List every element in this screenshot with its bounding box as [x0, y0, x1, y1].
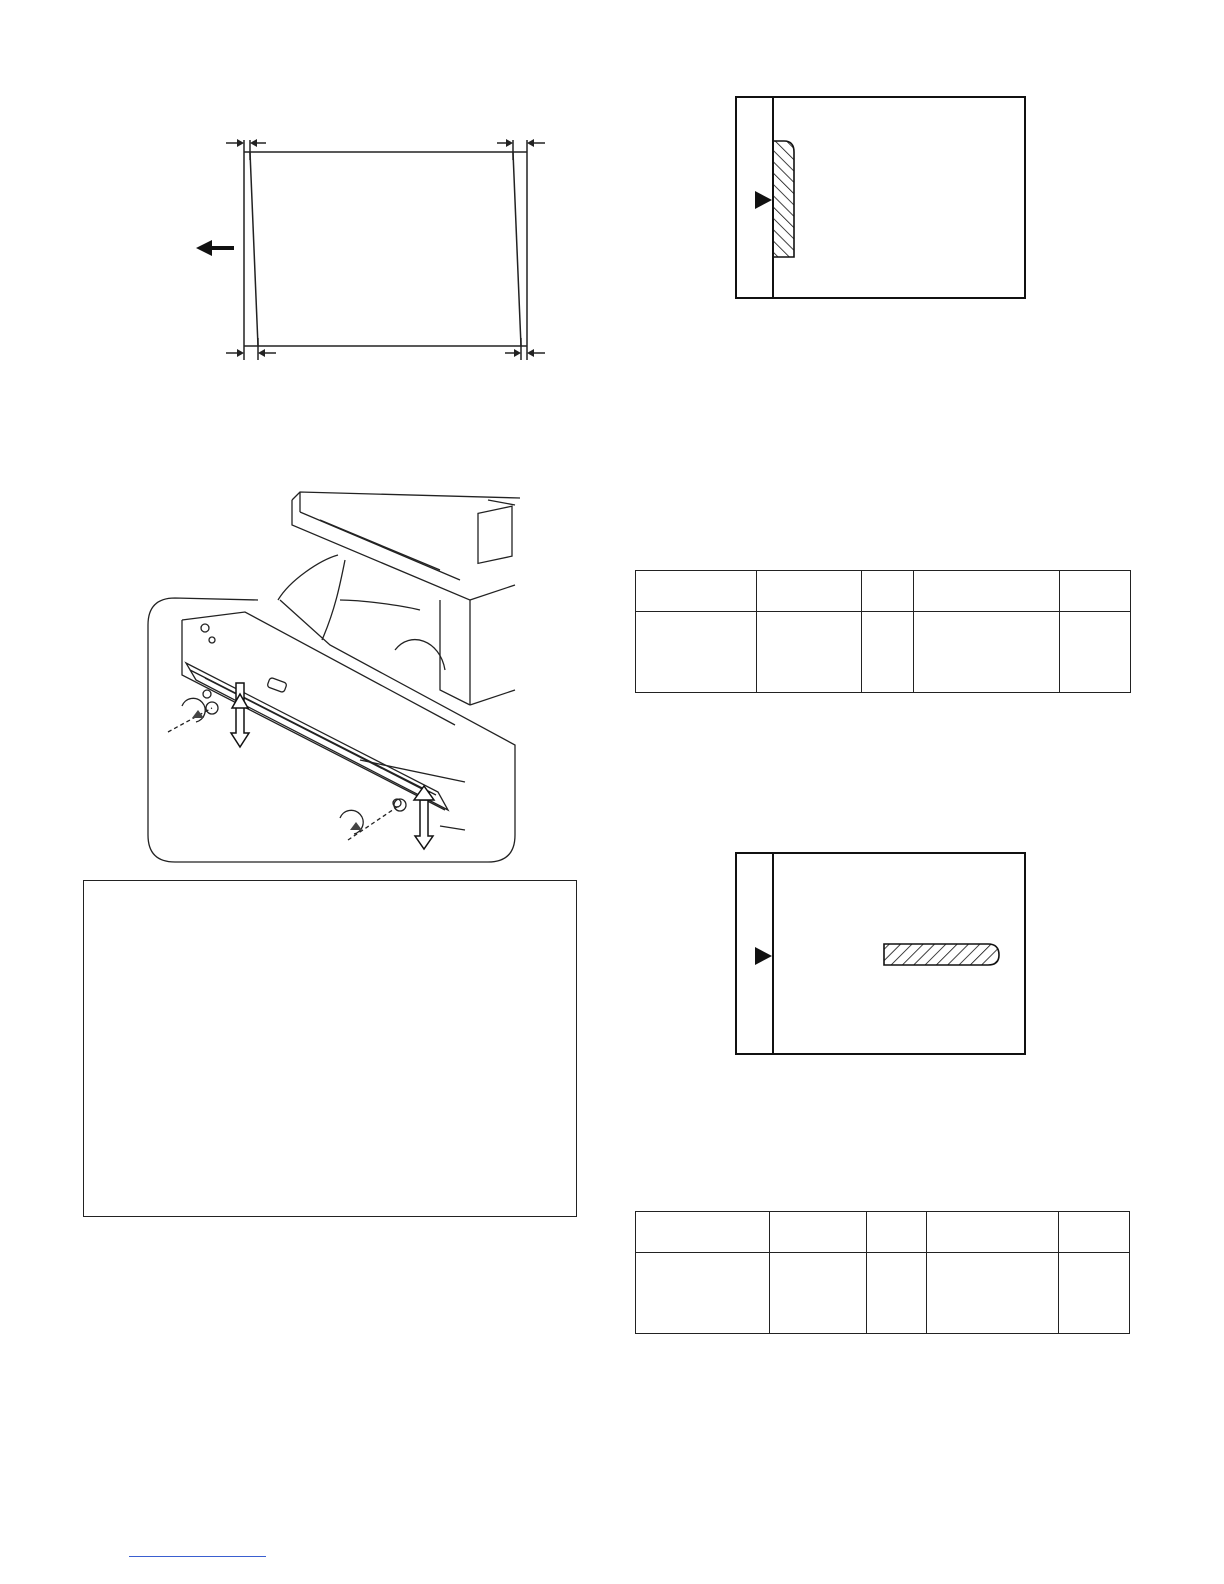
table-cell [927, 1253, 1059, 1334]
table-cell [1059, 1253, 1130, 1334]
table-header-cell [770, 1212, 867, 1253]
reference-marker-icon [755, 191, 772, 209]
table-header-cell [914, 571, 1060, 612]
table-cell [757, 612, 862, 693]
table-header-cell [927, 1212, 1059, 1253]
adjust-up-down-arrows-icon [231, 683, 434, 849]
table-cell [867, 1253, 927, 1334]
table-header-cell [1060, 571, 1131, 612]
reference-marker-icon [755, 947, 772, 965]
table-header-cell [636, 1212, 770, 1253]
table-cell [636, 612, 757, 693]
table-header-cell [636, 571, 757, 612]
table-header-cell [862, 571, 914, 612]
table-cell [862, 612, 914, 693]
table-cell [914, 612, 1060, 693]
table-header-cell [867, 1212, 927, 1253]
table-cell [1060, 612, 1131, 693]
footer-link[interactable] [129, 1556, 266, 1557]
feed-direction-arrow-icon [196, 240, 234, 256]
adjustment-table-top [635, 570, 1131, 693]
table-header-cell [757, 571, 862, 612]
table-cell [770, 1253, 867, 1334]
table-cell [636, 1253, 770, 1334]
table-header-cell [1059, 1212, 1130, 1253]
note-box [83, 880, 577, 1217]
adjustment-table-bottom [635, 1211, 1130, 1334]
